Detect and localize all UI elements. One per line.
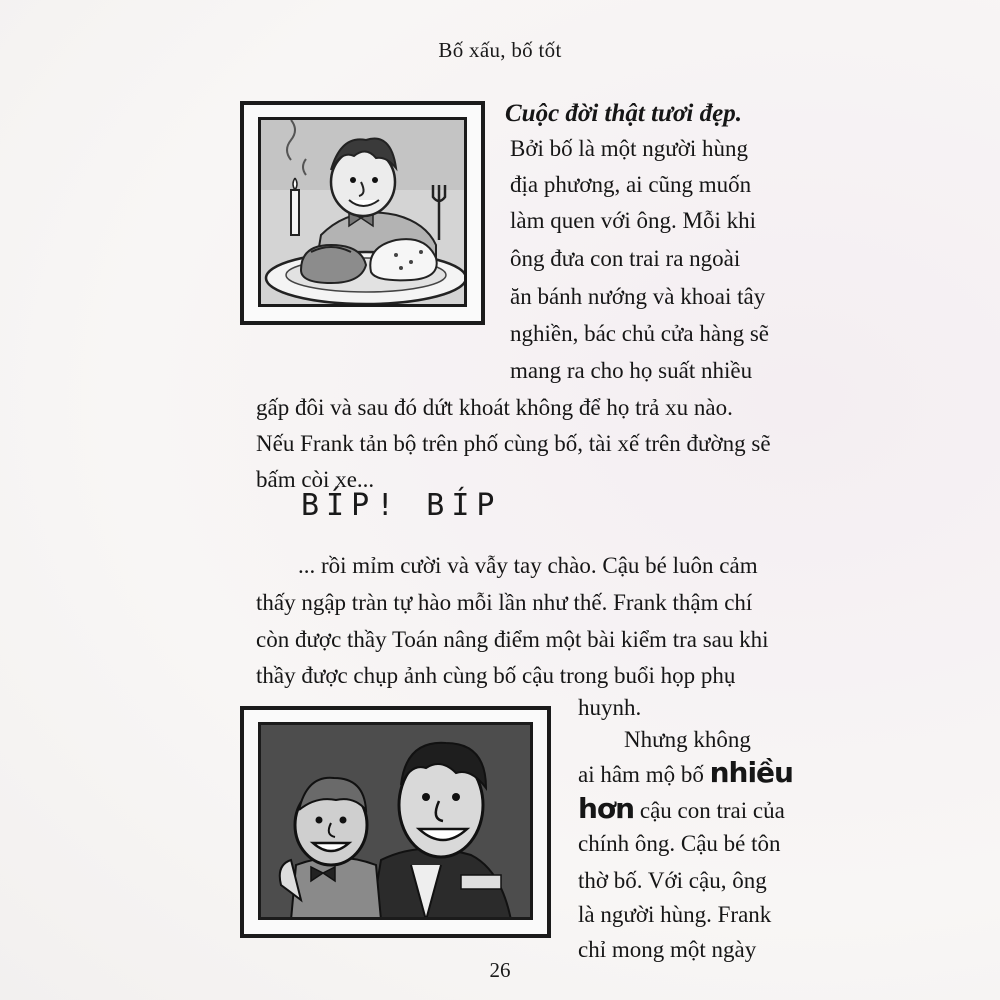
- intro-line: Bởi bố là một người hùng: [510, 136, 749, 161]
- body-line: [578, 793, 785, 827]
- intro-lead: Cuộc đời thật tươi đẹp.: [505, 100, 742, 127]
- emphasis-word: nhiều: [709, 756, 793, 789]
- body-text: cậu con trai của: [639, 798, 785, 823]
- body-line: chính ông. Cậu bé tôn: [578, 831, 781, 856]
- body-line: còn được thầy Toán nâng điểm một bài kiểm tra sau khi: [256, 627, 769, 652]
- illustration-dinner: [258, 117, 467, 307]
- illustration-father-son-frame: [240, 706, 551, 938]
- body-line: thờ bố. Với cậu, ông: [578, 868, 767, 893]
- body-line: là người hùng. Frank: [578, 902, 772, 927]
- page-number: 26: [489, 958, 511, 982]
- body-line: Nhưng không: [624, 727, 751, 752]
- running-header: Bố xấu, bố tốt: [438, 38, 562, 62]
- body-line: Nếu Frank tản bộ trên phố cùng bố, tài xế trên đường sẽ: [256, 431, 771, 456]
- intro-line: nghiền, bác chủ cửa hàng sẽ: [510, 321, 769, 346]
- body-line: chỉ mong một ngày: [578, 937, 757, 962]
- illustration-dinner-frame: [240, 101, 485, 325]
- body-text: ai hâm mộ bố: [578, 762, 704, 787]
- sound-effect: BÍP! BÍP: [301, 488, 502, 523]
- emphasis-word: hơn: [578, 792, 635, 825]
- intro-line: làm quen với ông. Mỗi khi: [510, 208, 756, 233]
- intro-line: mang ra cho họ suất nhiều: [510, 358, 753, 383]
- body-line: [578, 757, 793, 791]
- intro-line: địa phương, ai cũng muốn: [510, 172, 752, 197]
- body-line: ... rồi mỉm cười và vẫy tay chào. Cậu bé luôn cảm: [298, 553, 758, 578]
- body-line: huynh.: [578, 695, 642, 720]
- body-line: thấy ngập tràn tự hào mỗi lần như thế. Frank thậm chí: [256, 590, 753, 615]
- intro-line: ăn bánh nướng và khoai tây: [510, 284, 766, 309]
- body-line: gấp đôi và sau đó dứt khoát không để họ trả xu nào.: [256, 395, 733, 420]
- body-line: thầy được chụp ảnh cùng bố cậu trong buổi họp phụ: [256, 663, 736, 688]
- body-line: bấm còi xe...: [256, 467, 375, 492]
- intro-line: ông đưa con trai ra ngoài: [510, 246, 741, 271]
- illustration-father-son: [258, 722, 533, 920]
